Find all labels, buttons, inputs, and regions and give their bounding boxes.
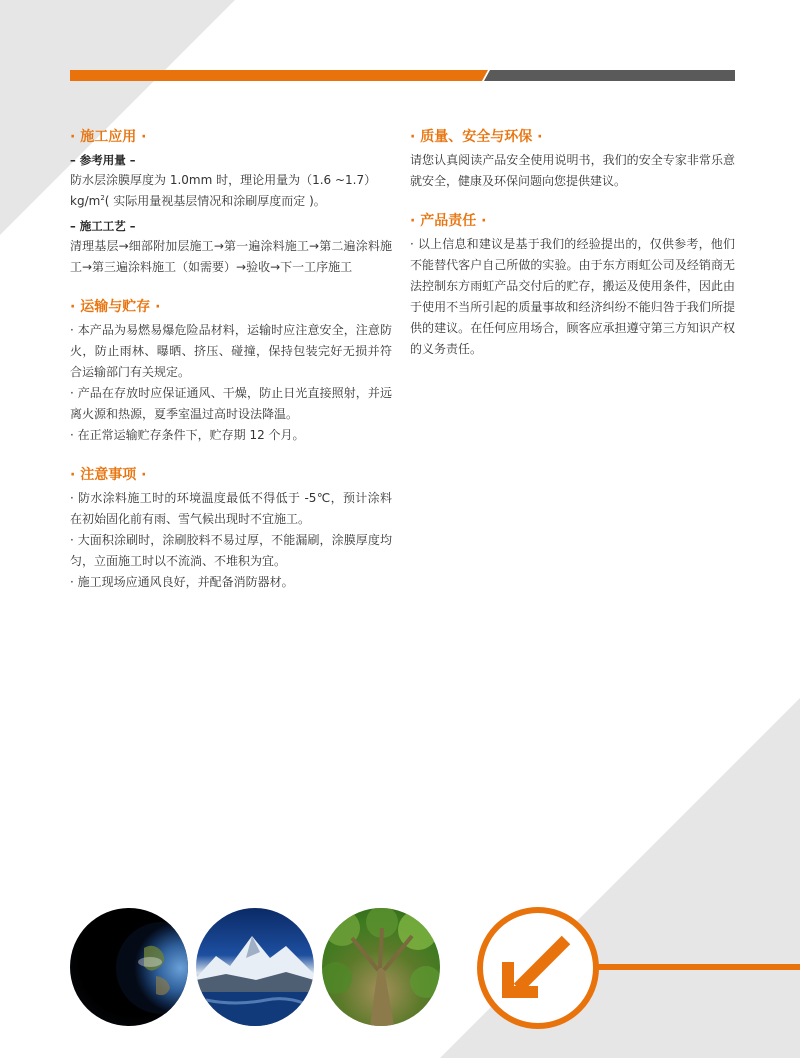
section-title-liability: · 产品责任 · xyxy=(410,213,487,229)
dosage-subtitle: – 参考用量 – xyxy=(70,153,136,167)
tree-canopy-photo xyxy=(322,908,440,1026)
liability-text: · 以上信息和建议是基于我们的经验提出的，仅供参考，他们不能替代客户自己所做的实验。由于东方雨虹公司及经销商无法控制东方雨虹产品交付后的贮存，搬运及使用条件，因此由于使用不当所引起的质量事故和经济纠纷不能归咎于我们所提供的建议。在任何应用场合，顾客应承担遵守第三方知识产权的义务责任。 xyxy=(410,237,735,356)
section-application xyxy=(70,126,392,278)
notes-item: · 施工现场应通风良好，并配备消防器材。 xyxy=(70,575,294,589)
section-title-transport: · 运输与贮存 · xyxy=(70,299,161,315)
section-title-application: · 施工应用 · xyxy=(70,129,147,145)
transport-item: · 产品在存放时应保证通风、干燥，防止日光直接照射，并远离火源和热源，夏季室温过高时设法降温。 xyxy=(70,386,392,421)
dosage-line1: 防水层涂膜厚度为 1.0mm 时，理论用量为（1.6 ~1.7） xyxy=(70,173,377,187)
dosage-text xyxy=(70,170,392,212)
image-strip xyxy=(70,908,800,1028)
transport-item: · 在正常运输贮存条件下，贮存期 12 个月。 xyxy=(70,428,305,442)
arrow-down-left-icon xyxy=(472,902,800,1034)
earth-photo xyxy=(70,908,188,1026)
notes-item: · 大面积涂刷时，涂刷胶料不易过厚，不能漏刷，涂膜厚度均匀，立面施工时以不流淌、不堆积为宜。 xyxy=(70,533,392,568)
quality-text: 请您认真阅读产品安全使用说明书，我们的安全专家非常乐意就安全，健康及环保问题向您提供建议。 xyxy=(410,153,735,188)
right-column xyxy=(410,126,735,374)
mountain-lake-photo xyxy=(196,908,314,1026)
dosage-unit: kg/m xyxy=(70,194,101,208)
dosage-unit-sup: 2 xyxy=(100,194,105,202)
dosage-line2: ( 实际用量视基层情况和涂刷厚度而定 )。 xyxy=(104,194,326,208)
left-column xyxy=(70,126,392,607)
process-subtitle: – 施工工艺 – xyxy=(70,219,136,233)
notes-item: · 防水涂料施工时的环境温度最低不得低于 -5℃，预计涂料在初始固化前有雨、雪气候出现时不宜施工。 xyxy=(70,491,392,526)
section-quality xyxy=(410,126,735,192)
process-text: 清理基层→细部附加层施工→第一遍涂料施工→第二遍涂料施工→第三遍涂料施工（如需要）→验收→下一工序施工 xyxy=(70,239,392,274)
transport-item: · 本产品为易燃易爆危险品材料，运输时应注意安全，注意防火，防止雨林、曝晒、挤压、碰撞，保持包装完好无损并符合运输部门有关规定。 xyxy=(70,323,392,379)
section-notes xyxy=(70,464,392,593)
header-bar xyxy=(70,70,735,81)
section-liability xyxy=(410,210,735,360)
section-title-notes: · 注意事项 · xyxy=(70,467,147,483)
section-transport xyxy=(70,296,392,446)
section-title-quality: · 质量、安全与环保 · xyxy=(410,129,543,145)
